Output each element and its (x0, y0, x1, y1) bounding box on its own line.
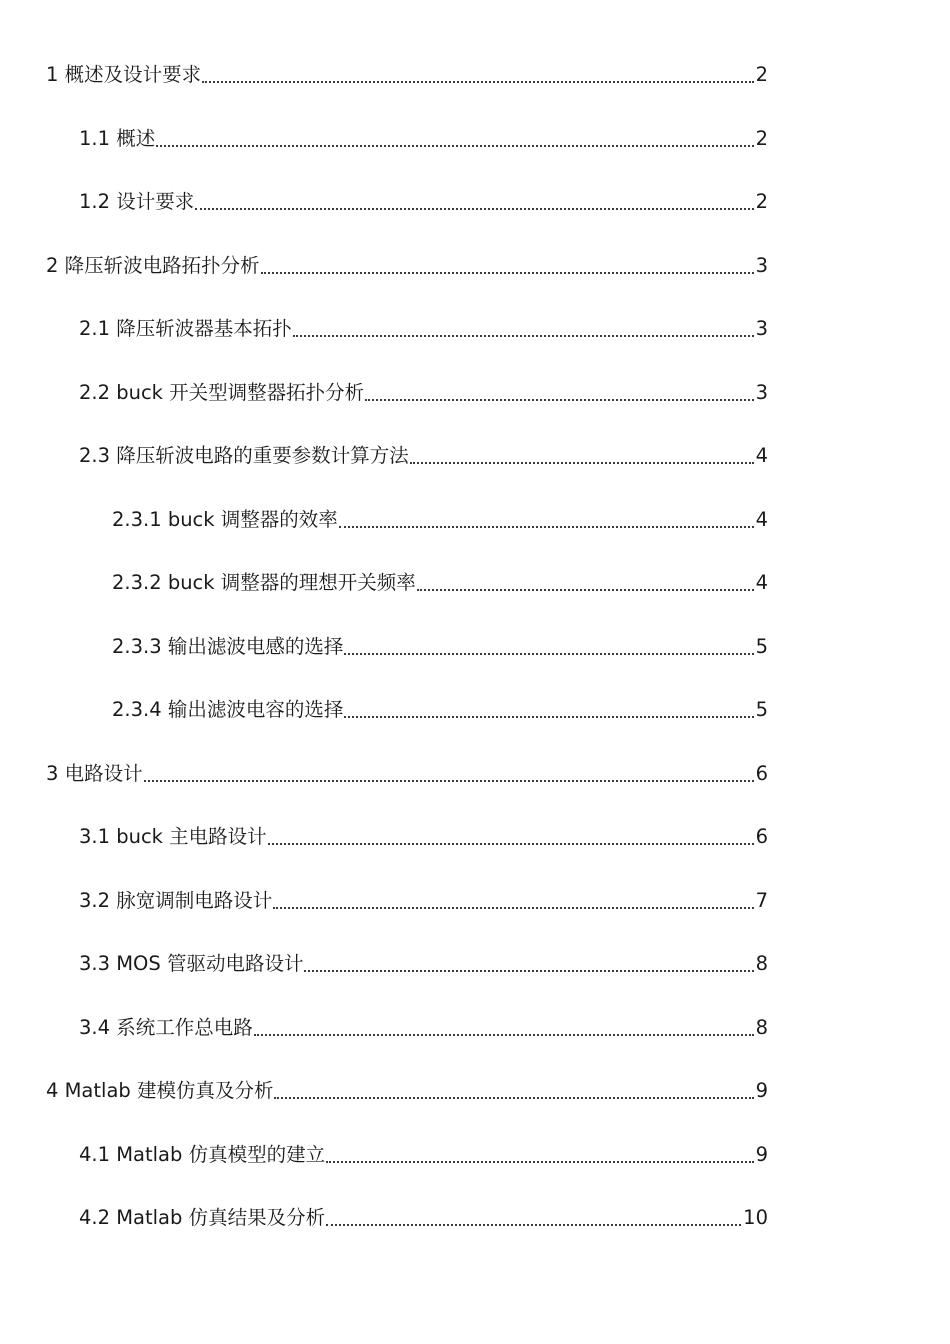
toc-entry-title: 4.2 Matlab 仿真结果及分析 (79, 1206, 326, 1229)
toc-dot-leader (274, 1097, 753, 1099)
toc-page-number: 3 (755, 253, 768, 277)
toc-entry-title: 3.4 系统工作总电路 (79, 1015, 253, 1039)
toc-entry[interactable] (0, 1061, 950, 1125)
toc-entry-title: 3 电路设计 (46, 761, 143, 785)
toc-entry[interactable] (0, 553, 950, 617)
toc-page-number: 2 (755, 126, 768, 150)
toc-dot-leader (156, 145, 753, 147)
toc-page-number: 6 (755, 761, 768, 785)
toc-page-number: 5 (755, 698, 768, 721)
toc-dot-leader (254, 1034, 754, 1036)
toc-page-number: 9 (755, 1142, 768, 1166)
toc-dot-leader (326, 1224, 741, 1226)
toc-entry[interactable] (0, 998, 950, 1062)
toc-entry-title: 2.2 buck 开关型调整器拓扑分析 (79, 380, 365, 404)
toc-entry[interactable] (0, 236, 950, 300)
toc-entry-title: 2.3.3 输出滤波电感的选择 (112, 634, 344, 658)
toc-entry-title: 2.3.4 输出滤波电容的选择 (112, 698, 344, 721)
toc-entry[interactable] (0, 363, 950, 427)
toc-dot-leader (304, 970, 753, 972)
toc-page-number: 8 (755, 952, 768, 975)
toc-entry-title: 2.1 降压斩波器基本拓扑 (79, 317, 292, 340)
toc-dot-leader (144, 780, 754, 782)
toc-entry-title: 4.1 Matlab 仿真模型的建立 (79, 1142, 326, 1166)
toc-entry-title: 3.3 MOS 管驱动电路设计 (79, 952, 304, 975)
toc-entry-title: 4 Matlab 建模仿真及分析 (46, 1079, 274, 1102)
toc-entry[interactable] (0, 934, 950, 998)
toc-dot-leader (344, 716, 753, 718)
toc-dot-leader (344, 653, 753, 655)
toc-entry[interactable] (0, 1188, 950, 1252)
toc-page-number: 4 (755, 571, 768, 594)
toc-dot-leader (195, 208, 753, 210)
toc-page-number: 9 (755, 1079, 768, 1102)
toc-entry-title: 2.3.2 buck 调整器的理想开关频率 (112, 571, 416, 594)
toc-entry[interactable] (0, 109, 950, 173)
toc-page-number: 7 (755, 888, 768, 912)
toc-entry[interactable] (0, 490, 950, 554)
toc-entry[interactable] (0, 299, 950, 363)
toc-page-number: 6 (755, 825, 768, 848)
toc-page-number: 2 (755, 190, 768, 213)
toc-page-number: 3 (755, 317, 768, 340)
toc-dot-leader (268, 843, 754, 845)
toc-page-number: 8 (755, 1015, 768, 1039)
toc-dot-leader (202, 81, 753, 83)
toc-dot-leader (410, 462, 754, 464)
toc-entry[interactable] (0, 617, 950, 681)
toc-entry-title: 1.2 设计要求 (79, 190, 195, 213)
toc-entry[interactable] (0, 1125, 950, 1189)
toc-dot-leader (339, 526, 754, 528)
toc-page-number: 5 (755, 634, 768, 658)
toc-page-number: 10 (743, 1206, 768, 1229)
toc-entry-title: 3.1 buck 主电路设计 (79, 825, 267, 848)
toc-page-number: 2 (755, 63, 768, 86)
toc-entry[interactable] (0, 744, 950, 808)
toc-dot-leader (293, 335, 754, 337)
table-of-contents (0, 45, 950, 1252)
toc-dot-leader (273, 907, 753, 909)
toc-page-number: 4 (755, 444, 768, 467)
toc-entry[interactable] (0, 680, 950, 744)
toc-entry-title: 2 降压斩波电路拓扑分析 (46, 253, 260, 277)
toc-entry[interactable] (0, 807, 950, 871)
toc-entry[interactable] (0, 45, 950, 109)
toc-entry-title: 1 概述及设计要求 (46, 63, 202, 86)
toc-entry[interactable] (0, 172, 950, 236)
toc-entry[interactable] (0, 871, 950, 935)
toc-dot-leader (417, 589, 754, 591)
toc-entry[interactable] (0, 426, 950, 490)
toc-dot-leader (365, 399, 753, 401)
toc-dot-leader (326, 1161, 754, 1163)
toc-page-number: 4 (755, 507, 768, 531)
toc-entry-title: 3.2 脉宽调制电路设计 (79, 888, 273, 912)
toc-page-number: 3 (755, 380, 768, 404)
toc-entry-title: 2.3.1 buck 调整器的效率 (112, 507, 338, 531)
toc-entry-title: 1.1 概述 (79, 126, 156, 150)
toc-entry-title: 2.3 降压斩波电路的重要参数计算方法 (79, 444, 409, 467)
toc-dot-leader (261, 272, 754, 274)
